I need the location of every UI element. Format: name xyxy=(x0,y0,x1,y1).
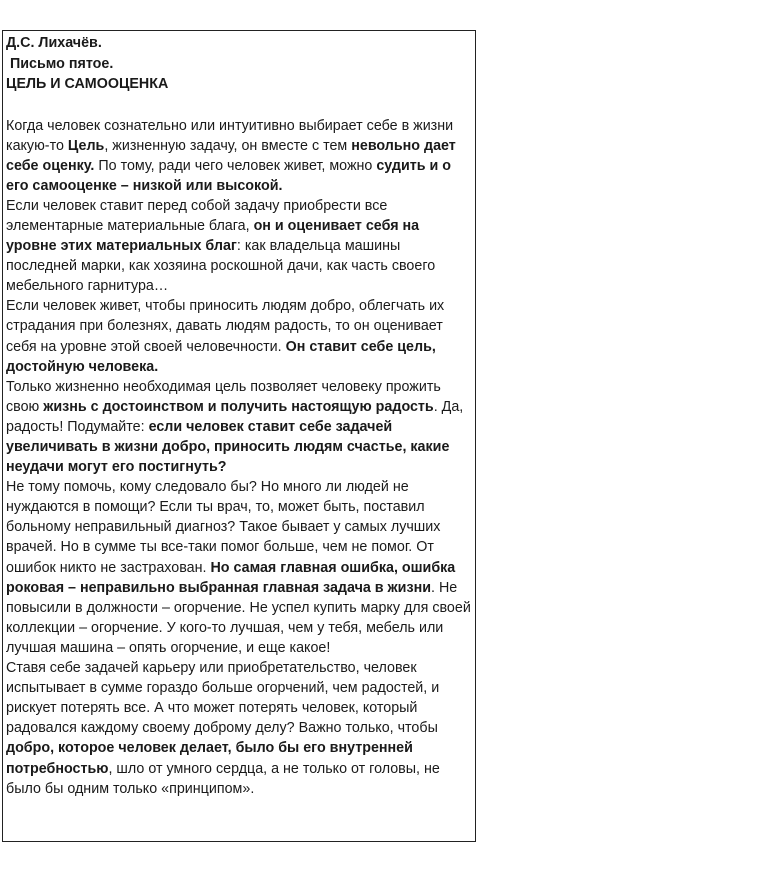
document-title: ЦЕЛЬ И САМООЦЕНКА xyxy=(6,76,169,92)
paragraph xyxy=(6,296,472,376)
bold-text: Он ставит себе цель, достойную человека. xyxy=(6,338,436,375)
bold-text: он и оценивает себя на уровне этих материальных благ xyxy=(6,217,420,255)
text-run: Не тому помочь, кому следовало бы? Но много ли людей не нуждаются в помощи? Если ты врач, то, может быть, поставил больному неправильный диагноз? Такое бывает у самых лучших врачей. Но в сумме ты все-таки помог больше, чем не помог. От ошибок никто не застрахован. xyxy=(6,479,441,576)
bold-text: если человек ставит себе задачей увеличивать в жизни добро, приносить людям счастье, какие неудачи могут его постигнуть? xyxy=(6,418,450,476)
bold-text: невольно дает себе оценку. xyxy=(6,137,456,174)
paragraph xyxy=(6,477,472,658)
paragraph xyxy=(6,196,472,296)
text-run: : как владельца машины последней марки, как хозяина роскошной дачи, как часть своего мебельного гарнитура… xyxy=(6,238,436,295)
paragraph xyxy=(6,658,472,799)
bold-text: добро, которое человек делает, было бы его внутренней потребностью xyxy=(6,740,413,777)
letter-number: Письмо пятое. xyxy=(6,55,114,72)
bold-text: Цель xyxy=(67,137,105,154)
text-run: . Да, радость! Подумайте: xyxy=(6,398,464,435)
author-line: Д.С. Лихачёв. xyxy=(6,35,102,51)
bold-text: жизнь с достоинством и получить настоящую радость xyxy=(43,398,434,415)
bold-text: судить и о его самооценке – низкой или высокой. xyxy=(6,157,452,194)
text-run: . Не повысили в должности – огорчение. Не успел купить марку для своей коллекции – огорчение. У кого-то лучшая, чем у тебя, мебель или лучшая машина – опять огорчение, и еще какое! xyxy=(6,579,471,656)
paragraph xyxy=(6,116,472,196)
text-run: , шло от умного сердца, а не только от головы, не было бы одним только «принципом». xyxy=(6,760,440,797)
text-body xyxy=(6,116,472,799)
text-run: Только жизненно необходимая цель позволяет человеку прожить свою xyxy=(6,378,441,415)
paragraph xyxy=(6,377,472,477)
text-run: Если человек ставит перед собой задачу приобрести все элементарные материальные блага, xyxy=(6,197,388,234)
document-body xyxy=(6,33,472,799)
text-run: Когда человек сознательно или интуитивно выбирает себе в жизни какую-то xyxy=(6,117,454,154)
spacer xyxy=(6,95,472,116)
text-run: Ставя себе задачей карьеру или приобретательство, человек испытывает в сумме гораздо больше огорчений, чем радостей, и рискует потерять все. А что может потерять человек, который радовался каждому своему доброму делу? Важно только, чтобы xyxy=(6,660,440,737)
bold-text: Но самая главная ошибка, ошибка роковая – неправильно выбранная главная задача в жизни xyxy=(6,559,456,596)
text-run: По тому, ради чего человек живет, можно xyxy=(94,157,377,174)
text-run: Если человек живет, чтобы приносить людям добро, облегчать их страдания при болезнях, давать людям радость, то он оценивает себя на уровне этой своей человечности. xyxy=(6,298,445,355)
text-run: , жизненную задачу, он вместе с тем xyxy=(104,137,352,154)
